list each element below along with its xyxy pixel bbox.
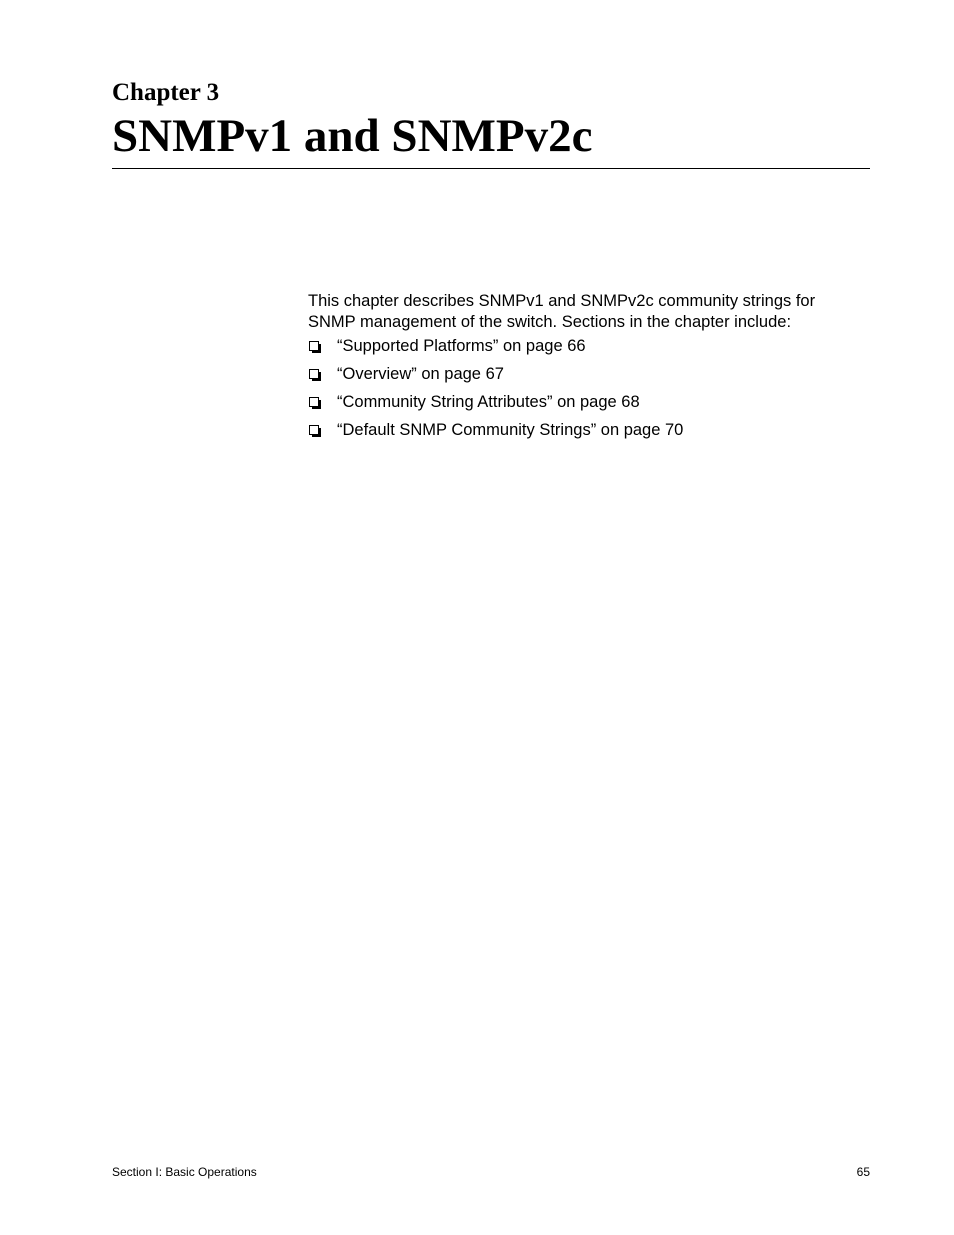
checkbox-bullet-icon bbox=[309, 369, 319, 379]
intro-paragraph: This chapter describes SNMPv1 and SNMPv2c community strings for SNMP management of the switch. Sections in the chapter include: bbox=[308, 291, 816, 331]
section-link-overview[interactable]: “Overview” on page 67 bbox=[337, 364, 504, 383]
section-list-item bbox=[308, 332, 683, 360]
section-link-default-snmp-community-strings[interactable]: “Default SNMP Community Strings” on page 70 bbox=[337, 420, 684, 439]
section-list-item bbox=[308, 360, 683, 388]
section-list-item bbox=[308, 388, 683, 416]
page-title: SNMPv1 and SNMPv2c bbox=[112, 110, 593, 162]
checkbox-bullet-icon bbox=[309, 341, 319, 351]
section-link-community-string-attributes[interactable]: “Community String Attributes” on page 68 bbox=[337, 392, 640, 411]
title-divider bbox=[112, 168, 870, 169]
checkbox-bullet-icon bbox=[309, 397, 319, 407]
section-list bbox=[308, 332, 683, 444]
checkbox-bullet-icon bbox=[309, 425, 319, 435]
footer-page-number: 65 bbox=[856, 1165, 870, 1179]
footer-section-name: Section I: Basic Operations bbox=[112, 1165, 257, 1179]
section-link-supported-platforms[interactable]: “Supported Platforms” on page 66 bbox=[337, 336, 586, 355]
chapter-label: Chapter 3 bbox=[112, 79, 220, 106]
section-list-item bbox=[308, 416, 683, 444]
